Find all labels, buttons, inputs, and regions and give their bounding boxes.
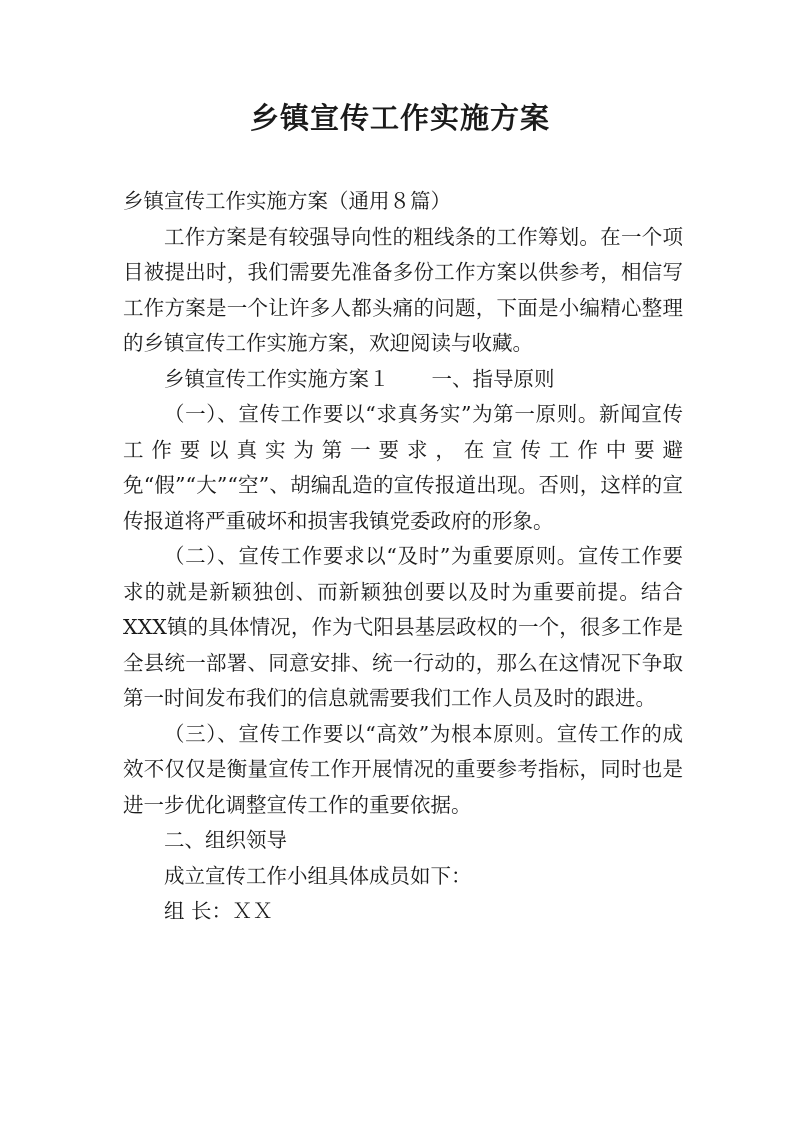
document-body <box>123 184 683 930</box>
plan1-label: 乡镇宣传工作实施方案１ <box>164 366 390 391</box>
plan1-heading-line <box>123 362 683 398</box>
principle-1-paragraph: （一）、宣传工作要以“求真务实”为第一原则。新闻宣传工作要以真实为第一要求，在宣传工作中要避免“假”“大”“空”、胡编乱造的宣传报道出现。否则，这样的宣传报道将严重破坏和损害我镇党委政府的形象。 <box>123 402 683 533</box>
document-subtitle: 乡镇宣传工作实施方案（通用８篇） <box>123 189 451 213</box>
group-intro-line: 成立宣传工作小组具体成员如下： <box>164 863 472 888</box>
document-title: 乡镇宣传工作实施方案 <box>249 101 550 135</box>
section1-heading: 一、指导原则 <box>431 366 555 391</box>
section2-heading: 二、组织领导 <box>164 828 287 852</box>
leader-line: 组 长：ＸＸ <box>164 899 274 923</box>
principle-2-paragraph: （二）、宣传工作要求以“及时”为重要原则。宣传工作要求的就是新颖独创、而新颖独创要以及时为重要前提。结合XXX镇的具体情况，作为弋阳县基层政权的一个，很多工作是全县统一部署、同意安排、统一行动的，那么在这情况下争取第一时间发布我们的信息就需要我们工作人员及时的跟进。 <box>123 544 683 710</box>
principle-3-paragraph: （三）、宣传工作要以“高效”为根本原则。宣传工作的成效不仅仅是衡量宣传工作开展情况的重要参考指标，同时也是进一步优化调整宣传工作的重要依据。 <box>123 721 683 817</box>
intro-paragraph: 工作方案是有较强导向性的粗线条的工作筹划。在一个项目被提出时，我们需要先准备多份工作方案以供参考，相信写工作方案是一个让许多人都头痛的问题，下面是小编精心整理的乡镇宣传工作实施方案，欢迎阅读与收藏。 <box>123 224 683 355</box>
